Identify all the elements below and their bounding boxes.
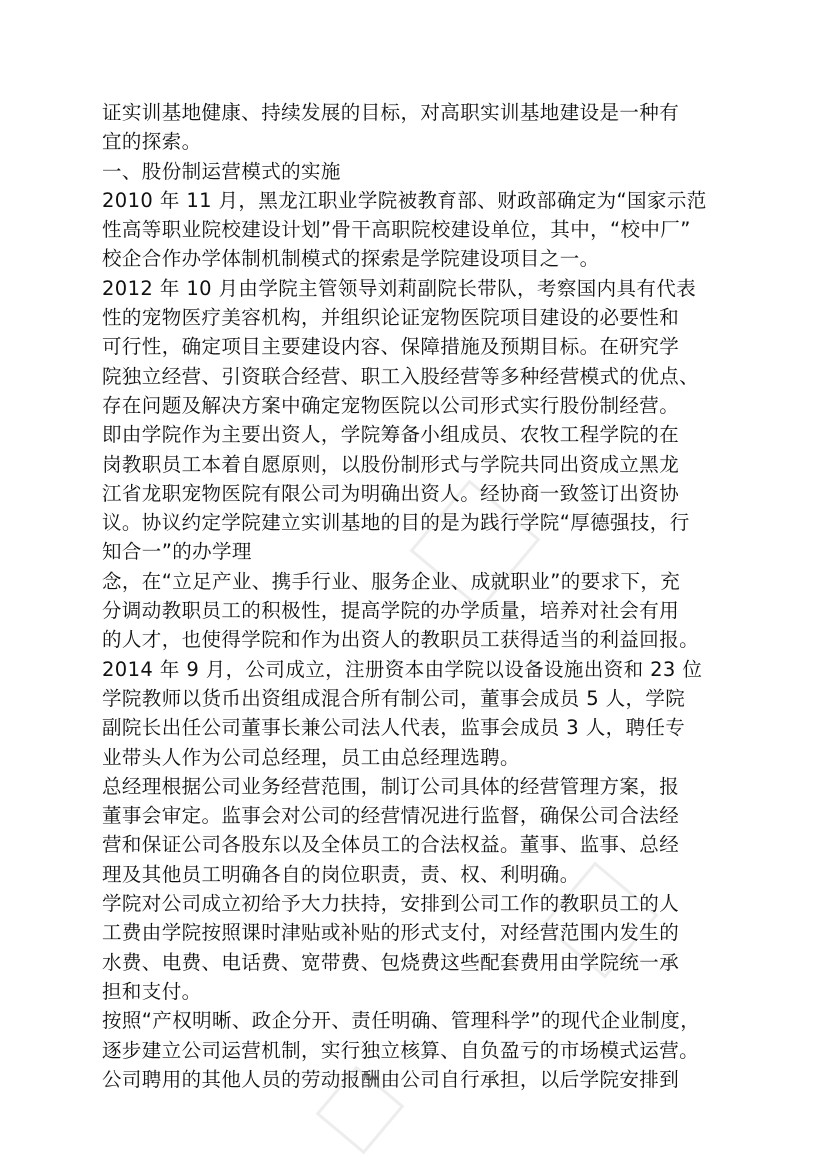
text-line: 宜的探索。	[102, 130, 202, 154]
text-line: 逐步建立公司运营机制，实行独立核算、自负盈亏的市场模式运营。	[102, 1038, 700, 1062]
text-line: 岗教职员工本着自愿原则，以股份制形式与学院共同出资成立黑龙	[102, 452, 680, 476]
document-body	[102, 98, 742, 1094]
text-line: 按照“产权明晰、政企分开、责任明确、管理科学”的现代企业制度，	[102, 1009, 701, 1033]
text-line: 董事会审定。监事会对公司的经营情况进行监督，确保公司合法经	[102, 804, 680, 828]
text-line: 证实训基地健康、持续发展的目标，对高职实训基地建设是一种有	[102, 101, 680, 124]
text-line: 可行性，确定项目主要建设内容、保障措施及预期目标。在研究学	[102, 335, 680, 359]
text-line: 水费、电费、电话费、宽带费、包烧费这些配套费用由学院统一承	[102, 950, 680, 974]
text-line: 2012 年 10 月由学院主管领导刘莉副院长带队，考察国内具有代表	[102, 276, 697, 300]
text-line: 公司聘用的其他人员的劳动报酬由公司自行承担，以后学院安排到	[102, 1067, 680, 1091]
text-line: 性的宠物医疗美容机构，并组织论证宠物医院项目建设的必要性和	[102, 306, 680, 330]
text-line: 总经理根据公司业务经营范围，制订公司具体的经营管理方案，报	[102, 774, 680, 798]
text-line: 分调动教职员工的积极性，提高学院的办学质量，培养对社会有用	[102, 599, 680, 623]
text-line: 存在问题及解决方案中确定宠物医院以公司形式实行股份制经营。	[102, 393, 680, 417]
text-line: 校企合作办学体制机制模式的探索是学院建设项目之一。	[102, 247, 600, 271]
text-line: 副院长出任公司董事长兼公司法人代表，监事会成员 3 人，聘任专	[102, 716, 686, 740]
text-line: 2010 年 11 月，黑龙江职业学院被教育部、财政部确定为“国家示范	[102, 188, 707, 212]
text-line: 知合一”的办学理	[102, 540, 252, 564]
text-line: 院独立经营、引资联合经营、职工入股经营等多种经营模式的优点、	[102, 364, 700, 388]
text-line: 江省龙职宠物医院有限公司为明确出资人。经协商一致签订出资协	[102, 481, 680, 505]
text-line: 学院教师以货币出资组成混合所有制公司，董事会成员 5 人，学院	[102, 686, 686, 710]
text-line: 2014 年 9 月，公司成立，注册资本由学院以设备设施出资和 23 位	[102, 657, 703, 681]
text-line: 念，在“立足产业、携手行业、服务企业、成就职业”的要求下，充	[102, 569, 681, 593]
text-line: 即由学院作为主要出资人，学院筹备小组成员、农牧工程学院的在	[102, 423, 680, 447]
text-line: 业带头人作为公司总经理，员工由总经理选聘。	[102, 745, 520, 769]
text-line: 性高等职业院校建设计划”骨干高职院校建设单位，其中，“校中厂”	[102, 218, 691, 242]
text-line: 学院对公司成立初给予大力扶持，安排到公司工作的教职员工的人	[102, 892, 680, 916]
text-line: 营和保证公司各股东以及全体员工的合法权益。董事、监事、总经	[102, 833, 680, 857]
text-line: 担和支付。	[102, 979, 202, 1003]
text-line: 理及其他员工明确各自的岗位职责，责、权、利明确。	[102, 862, 580, 886]
text-line: 的人才，也使得学院和作为出资人的教职员工获得适当的利益回报。	[102, 628, 700, 652]
text-line: 工费由学院按照课时津贴或补贴的形式支付，对经营范围内发生的	[102, 921, 680, 945]
section-heading: 一、股份制运营模式的实施	[102, 159, 341, 183]
text-line: 议。协议约定学院建立实训基地的目的是为践行学院“厚德强技，行	[102, 511, 690, 535]
